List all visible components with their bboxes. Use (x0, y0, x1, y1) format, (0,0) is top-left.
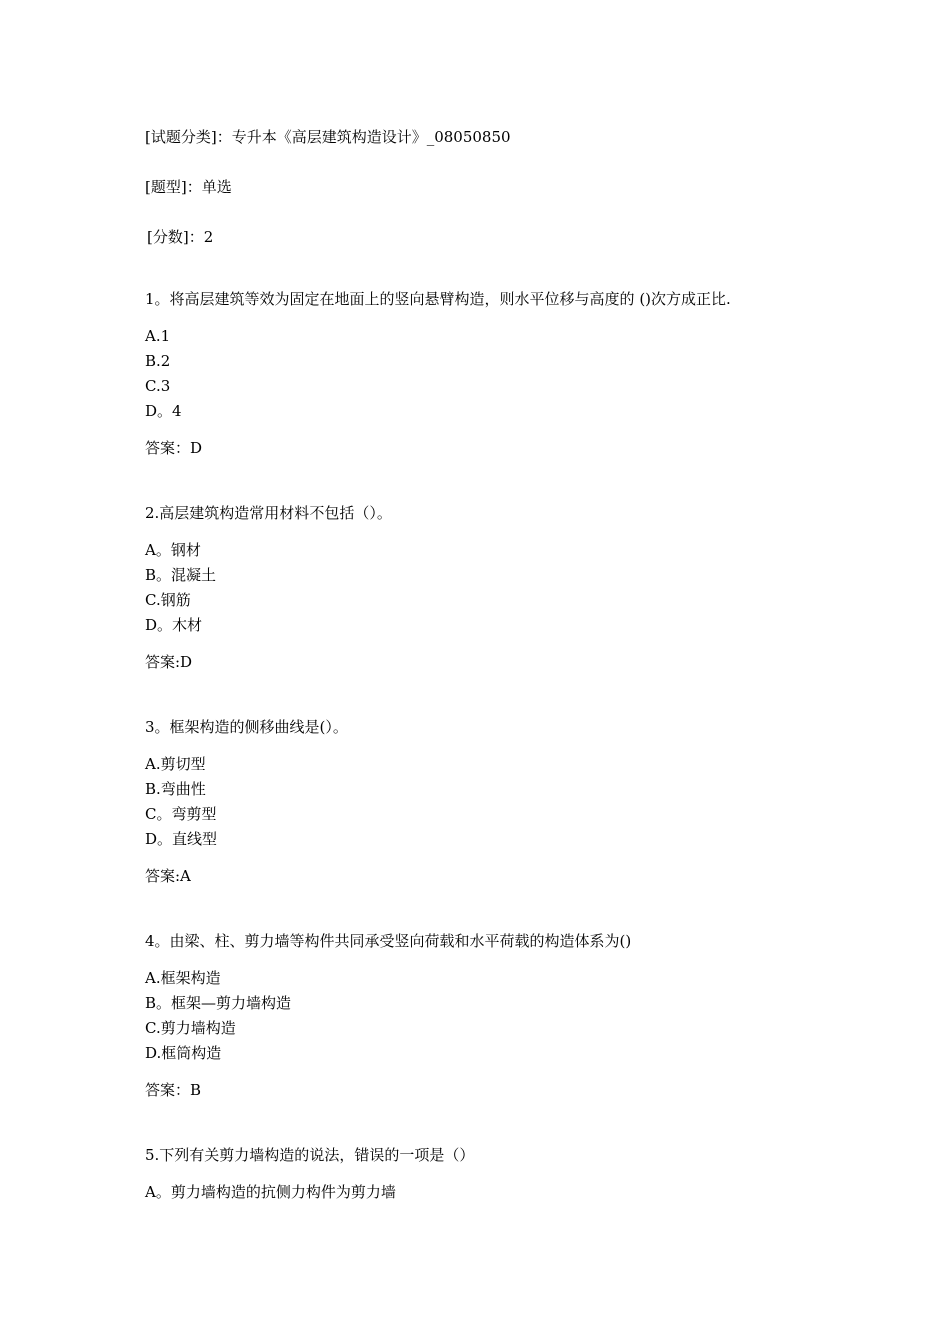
question-2-option-c: C.钢筋 (145, 591, 191, 609)
question-3-option-d: D。直线型 (145, 830, 218, 848)
question-5-text: 5.下列有关剪力墙构造的说法，错误的一项是（） (145, 1146, 475, 1164)
question-4-option-d: D.框筒构造 (145, 1044, 222, 1062)
question-2-option-d: D。木材 (145, 616, 203, 634)
question-1-option-d: D。4 (145, 402, 182, 420)
question-2-answer: 答案:D (145, 653, 193, 671)
question-1-option-a: A.1 (145, 327, 171, 345)
question-5-option-a: A。剪力墙构造的抗侧力构件为剪力墙 (145, 1183, 396, 1201)
question-4-option-b: B。框架—剪力墙构造 (145, 994, 292, 1012)
question-3-option-a: A.剪切型 (145, 755, 206, 773)
question-3-option-c: C。弯剪型 (145, 805, 217, 823)
question-type: [题型]：单选 (145, 178, 232, 196)
question-4-text: 4。由梁、柱、剪力墙等构件共同承受竖向荷载和水平荷载的构造体系为() (145, 932, 632, 950)
question-3-option-b: B.弯曲性 (145, 780, 206, 798)
question-2-option-a: A。钢材 (145, 541, 201, 559)
question-1-option-b: B.2 (145, 352, 171, 370)
question-1-answer: 答案：D (145, 439, 203, 457)
question-2-text: 2.高层建筑构造常用材料不包括（）。 (145, 504, 392, 522)
question-score: [分数]：2 (147, 228, 214, 246)
test-category: [试题分类]：专升本《高层建筑构造设计》_08050850 (145, 128, 511, 146)
question-3-text: 3。框架构造的侧移曲线是(）。 (145, 718, 348, 736)
question-3-answer: 答案:A (145, 867, 191, 885)
question-2-option-b: B。混凝土 (145, 566, 217, 584)
question-1-option-c: C.3 (145, 377, 171, 395)
question-1-text: 1。将高层建筑等效为固定在地面上的竖向悬臂构造，则水平位移与高度的 ()次方成正比. (145, 290, 731, 308)
question-4-answer: 答案：B (145, 1081, 202, 1099)
question-4-option-c: C.剪力墙构造 (145, 1019, 236, 1037)
question-4-option-a: A.框架构造 (145, 969, 221, 987)
